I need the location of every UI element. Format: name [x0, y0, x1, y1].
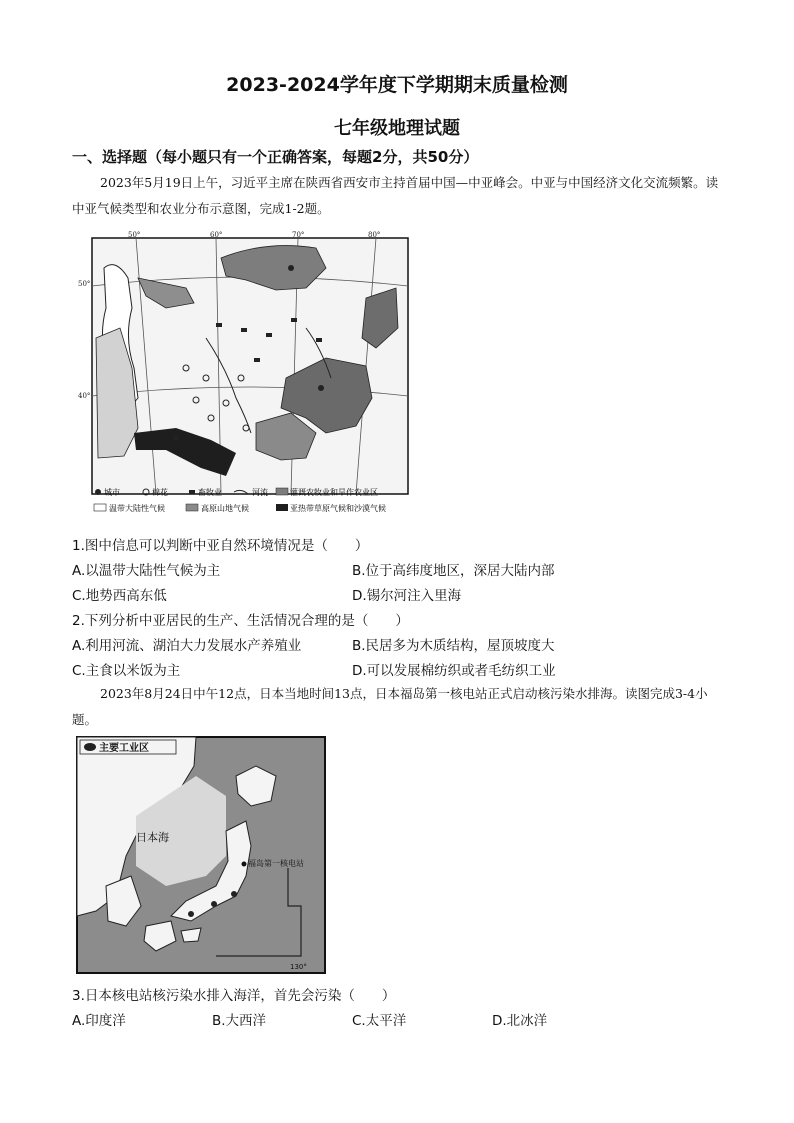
legend-subtropical: 亚热带草原气候和沙漠气候 [290, 504, 386, 513]
question-1-option-d[interactable]: D.锡尔河注入里海 [352, 588, 462, 604]
question-1-option-b[interactable]: B.位于高纬度地区，深居大陆内部 [352, 563, 555, 579]
question-2-option-c[interactable]: C.主食以米饭为主 [72, 663, 181, 679]
section-heading: 一、选择题（每小题只有一个正确答案，每题2分，共50分） [72, 148, 479, 166]
svg-text:40°: 40° [78, 392, 91, 400]
svg-text:60°: 60° [210, 231, 223, 239]
question-3-option-a[interactable]: A.印度洋 [72, 1013, 126, 1029]
question-3-option-d[interactable]: D.北冰洋 [492, 1013, 548, 1029]
question-1-option-a[interactable]: A.以温带大陆性气候为主 [72, 563, 221, 579]
exam-title: 2023-2024学年度下学期期末质量检测 [226, 74, 568, 96]
japan-map [76, 736, 326, 974]
question-3-stem: 3.日本核电站核污染水排入海洋，首先会污染（ ） [72, 988, 396, 1004]
sea-label: 日本海 [136, 831, 169, 844]
legend-city: 城市 [104, 488, 120, 497]
question-2-option-b[interactable]: B.民居多为木质结构，屋顶坡度大 [352, 638, 555, 654]
intro-paragraph-2: 2023年8月24日中午12点，日本当地时间13点，日本福岛第一核电站正式启动核污染水排海。读图完成3-4小题。 [72, 686, 708, 727]
legend-cotton: 棉花 [152, 488, 168, 497]
question-1-stem: 1.图中信息可以判断中亚自然环境情况是（ ） [72, 538, 369, 554]
legend-highland: 高原山地气候 [201, 504, 249, 513]
legend-irrigation: 灌溉农牧业和旱作农业区 [290, 488, 378, 497]
question-2-stem: 2.下列分析中亚居民的生产、生活情况合理的是（ ） [72, 613, 409, 629]
legend-industrial: 主要工业区 [99, 743, 149, 754]
exam-subtitle: 七年级地理试题 [334, 118, 460, 139]
legend-livestock: 畜牧业 [198, 488, 222, 497]
question-3-option-b[interactable]: B.大西洋 [212, 1013, 267, 1029]
legend-temperate: 温带大陆性气候 [109, 504, 165, 513]
question-2-option-a[interactable]: A.利用河流、湖泊大力发展水产养殖业 [72, 638, 302, 654]
intro-paragraph-1: 2023年5月19日上午，习近平主席在陕西省西安市主持首届中国—中亚峰会。中亚与中国经济文化交流频繁。读中亚气候类型和农业分布示意图，完成1-2题。 [72, 175, 719, 216]
svg-text:50°: 50° [128, 231, 141, 239]
question-3-option-c[interactable]: C.太平洋 [352, 1013, 407, 1029]
central-asia-map [76, 228, 416, 520]
question-2-option-d[interactable]: D.可以发展棉纺织或者毛纺织工业 [352, 663, 556, 679]
svg-text:80°: 80° [368, 231, 381, 239]
question-1-option-c[interactable]: C.地势西高东低 [72, 588, 167, 604]
svg-text:50°: 50° [78, 280, 91, 288]
svg-text:70°: 70° [292, 231, 305, 239]
lon-label: 130° [290, 963, 307, 971]
legend-river: 河流 [252, 488, 268, 497]
plant-label: 福岛第一核电站 [248, 859, 304, 868]
